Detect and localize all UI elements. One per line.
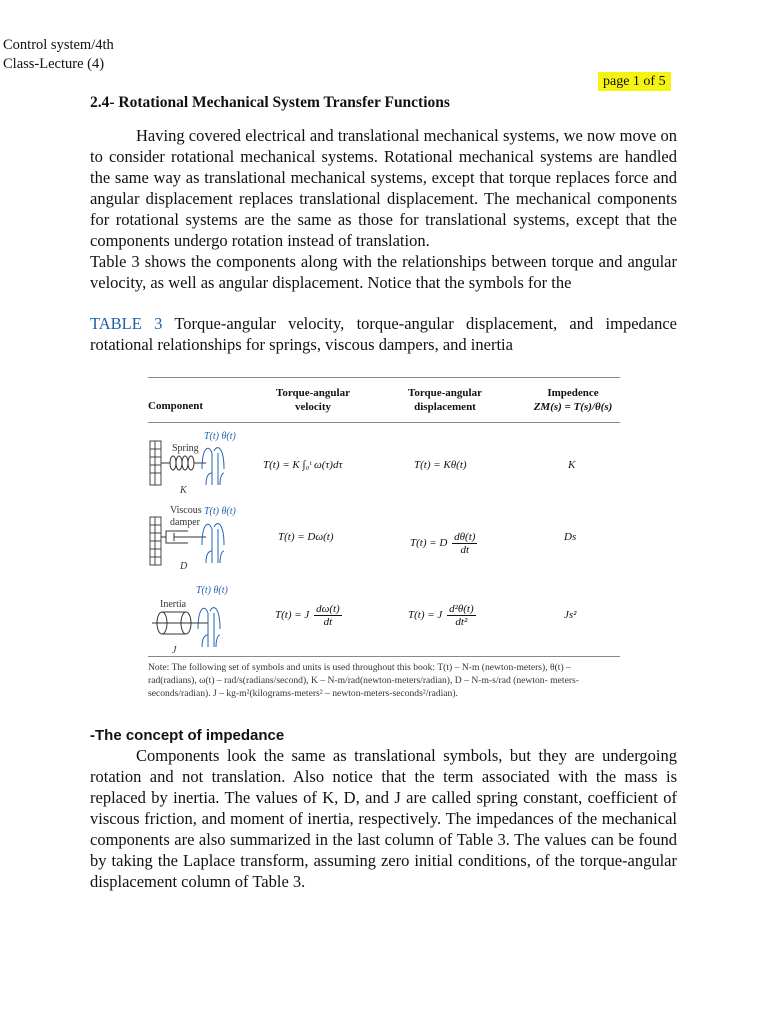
inertia-displacement-fraction <box>447 603 476 628</box>
wall-icon <box>150 517 161 565</box>
inertia-displacement-lhs: T(t) = J <box>408 609 443 622</box>
damper-displacement <box>410 531 477 556</box>
torque-arrows-icon <box>202 524 224 563</box>
table-reference-paragraph: Table 3 shows the components along with the relationships between torque and angular velocity, as well as angular displacement. Notice that the symbols for the <box>90 252 677 292</box>
damper-impedance: Ds <box>564 531 577 543</box>
table-note: Note: The following set of symbols and units is used throughout this book: T(t) – N-m (newton-meters), θ(t) – rad(radians), ω(t) – rad/s(radians/second), K – N-m/rad(newton-meters/radian), D – N-m-s/rad (newton- meters-seconds/radian). J – kg-m²(kilograms-meters² – newton-meters-seconds²/radian). <box>148 662 579 699</box>
course-label: Control system/4th <box>3 37 114 53</box>
damper-symbol: D <box>180 561 188 572</box>
damper-signal: T(t) θ(t) <box>204 506 236 517</box>
damper-icon <box>161 531 206 543</box>
damper-velocity: T(t) = Dω(t) <box>278 531 334 543</box>
rotational-table <box>148 377 620 707</box>
header-impedance-formula: ZM(s) = T(s)/θ(s) <box>533 401 613 413</box>
section-title: 2.4- Rotational Mechanical System Transfer Functions <box>90 94 450 111</box>
inertia-name: Inertia <box>160 599 187 610</box>
damper-displacement-lhs: T(t) = D <box>410 537 448 550</box>
damper-diagram <box>148 503 248 575</box>
header-displacement: Torque-angular displacement <box>408 387 482 413</box>
inertia-velocity-fraction <box>314 603 342 628</box>
inertia-velocity <box>275 603 342 628</box>
header-component: Component <box>148 400 204 412</box>
spring-symbol: K <box>180 485 187 496</box>
table-caption-label: TABLE 3 <box>90 314 163 333</box>
inertia-displacement-num: d²θ(t) <box>449 603 474 615</box>
torque-arrows-icon <box>202 448 224 485</box>
header-impedance-title: Impedence <box>547 387 599 399</box>
spring-velocity: T(t) = K ∫₀ᵗ ω(τ)dτ <box>263 459 343 471</box>
spring-displacement: T(t) = Kθ(t) <box>414 459 467 471</box>
impedance-paragraph: Components look the same as translational symbols, but they are undergoing rotation and not translation. Also notice that the term associated with the mass is replaced by inertia. The values of K, D, and J are called spring constant, coefficient of viscous friction, and moment of inertia, respectively. The impedances of the mechanical components are also summarized in the last column of Table 3. The values can be found by taking the Laplace transform, assuming zero initial conditions, of the torque-angular displacement column of Table 3. <box>90 746 677 891</box>
inertia-velocity-den: dt <box>323 616 333 628</box>
torque-arrows-icon <box>198 608 220 647</box>
damper-displacement-fraction <box>452 531 477 556</box>
impedance-heading: -The concept of impedance <box>90 727 285 744</box>
inertia-velocity-lhs: T(t) = J <box>275 609 310 622</box>
wall-icon <box>150 441 161 485</box>
table-caption-text: Torque-angular velocity, torque-angular displacement, and impedance rotational relationships for springs, viscous dampers, and inertia <box>90 314 677 354</box>
inertia-signal: T(t) θ(t) <box>196 585 228 596</box>
intro-paragraph: Having covered electrical and translational mechanical systems, we now move on to consider rotational mechanical systems. Rotational mechanical systems are handled the same way as translational mechanical systems, except that torque replaces force and angular displacement replaces translational displacement. The mechanical components for rotational systems are the same as those for translational systems, except that the components undergo rotation instead of translation. <box>90 126 677 250</box>
damper-displacement-den: dt <box>460 544 470 556</box>
inertia-symbol: J <box>172 645 177 656</box>
spring-name: Spring <box>172 443 199 454</box>
inertia-velocity-num: dω(t) <box>316 603 340 615</box>
page-indicator: page 1 of 5 <box>598 72 671 91</box>
spring-coil-icon <box>161 456 206 470</box>
damper-name-line1: Viscous <box>170 505 202 516</box>
inertia-displacement <box>408 603 476 628</box>
spring-impedance: K <box>568 459 576 471</box>
lecture-label: Class-Lecture (4) <box>3 56 105 72</box>
spring-diagram <box>148 429 248 501</box>
damper-displacement-num: dθ(t) <box>454 531 476 543</box>
table-caption <box>90 313 677 355</box>
inertia-impedance: Js² <box>564 609 577 621</box>
spring-signal: T(t) θ(t) <box>204 431 236 442</box>
header-velocity: Torque-angular velocity <box>276 387 350 413</box>
inertia-diagram <box>148 581 248 657</box>
header-impedance <box>508 386 638 414</box>
damper-name-line2: damper <box>170 517 200 528</box>
inertia-displacement-den: dt² <box>455 616 468 628</box>
